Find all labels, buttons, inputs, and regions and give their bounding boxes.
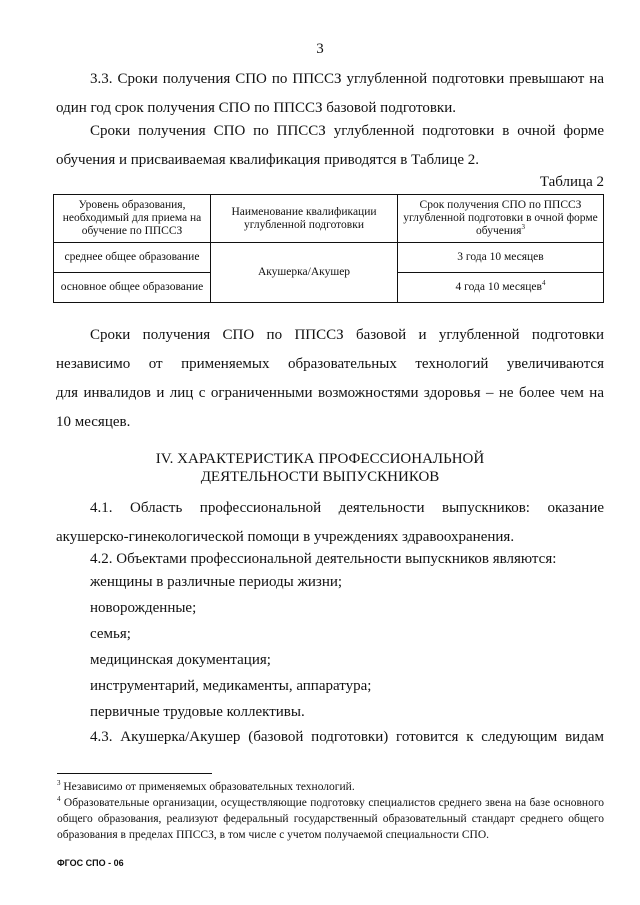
paragraph-disabled-terms <box>56 321 604 437</box>
heading-line: IV. ХАРАКТЕРИСТИКА ПРОФЕССИОНАЛЬНОЙ <box>155 451 485 467</box>
footnote-mark: 3 <box>57 779 61 788</box>
list-item: первичные трудовые коллективы. <box>90 704 305 720</box>
header-qualification: Наименование квалификации углубленной подготовки <box>211 195 398 243</box>
header-term-text: Срок получения СПО по ППССЗ углубленной подготовки в очной форме обучения <box>403 199 598 237</box>
list-item: инструментарий, медикаменты, аппаратура; <box>90 678 372 694</box>
header-term <box>398 195 604 243</box>
list-item: женщины в различные периоды жизни; <box>90 574 343 590</box>
section-heading <box>0 450 640 486</box>
paragraph-line: 3.3. Сроки получения СПО по ППССЗ углубленной подготовки превышают на <box>90 71 604 87</box>
footnote-3 <box>57 779 604 795</box>
cell-term: 3 года 10 месяцев <box>398 243 604 273</box>
paragraph-table-intro <box>56 117 604 175</box>
list-item: семья; <box>90 626 131 642</box>
paragraph-line: независимо от применяемых образовательных технологий увеличиваются <box>56 356 604 372</box>
paragraph-3-3 <box>56 65 604 123</box>
table-caption: Таблица 2 <box>539 174 604 190</box>
paragraph-line: для инвалидов и лиц с ограниченными возможностями здоровья – не более чем на <box>56 385 604 401</box>
table-row <box>54 243 604 273</box>
footnote-ref: 4 <box>541 279 546 288</box>
footnote-4 <box>57 795 604 843</box>
header-education-level: Уровень образования, необходимый для приема на обучение по ППССЗ <box>54 195 211 243</box>
table-header-row <box>54 195 604 243</box>
paragraph-4-1 <box>56 494 604 552</box>
page-number: 3 <box>316 41 324 57</box>
paragraph-line: 4.3. Акушерка/Акушер (базовой подготовки) готовится к следующим видам <box>90 729 604 745</box>
paragraph-line: 4.1. Область профессиональной деятельности выпускников: оказание <box>90 500 604 516</box>
paragraph-line: 10 месяцев. <box>56 414 131 430</box>
paragraph-line: Сроки получения СПО по ППССЗ базовой и углубленной подготовки <box>90 327 604 343</box>
cell-term <box>398 273 604 303</box>
table-2 <box>53 194 604 303</box>
paragraph-4-2 <box>56 545 604 574</box>
list-item: новорожденные; <box>90 600 197 616</box>
footnote-text: Независимо от применяемых образовательных технологий. <box>63 781 355 793</box>
footer-code: ФГОС СПО - 06 <box>57 858 124 868</box>
footnote-ref: 3 <box>521 223 525 232</box>
cell-education-level: основное общее образование <box>54 273 211 303</box>
paragraph-line: 4.2. Объектами профессиональной деятельности выпускников являются: <box>90 551 557 567</box>
paragraph-line: Сроки получения СПО по ППССЗ углубленной подготовки в очной форме <box>90 123 604 139</box>
cell-education-level: среднее общее образование <box>54 243 211 273</box>
paragraph-line: один год срок получения СПО по ППССЗ базовой подготовки. <box>56 100 456 116</box>
heading-line: ДЕЯТЕЛЬНОСТИ ВЫПУСКНИКОВ <box>200 469 440 485</box>
footnote-text: Образовательные организации, осуществляющие подготовку специалистов среднего звена на базе основного общего образования, реализуют федеральный государственный образовательный стандарт среднего общего образования в пределах ППССЗ, в том числе с учетом получаемой специальности СПО. <box>57 797 605 841</box>
footnote-mark: 4 <box>57 795 61 804</box>
paragraph-line: обучения и присваиваемая квалификация приводятся в Таблице 2. <box>56 152 479 168</box>
paragraph-line: акушерско-гинекологической помощи в учреждениях здравоохранения. <box>56 529 515 545</box>
list-item: медицинская документация; <box>90 652 271 668</box>
cell-term-text: 4 года 10 месяцев <box>455 281 542 293</box>
paragraph-4-3 <box>56 723 604 752</box>
footnote-separator <box>57 773 212 774</box>
cell-qualification: Акушерка/Акушер <box>211 243 398 303</box>
